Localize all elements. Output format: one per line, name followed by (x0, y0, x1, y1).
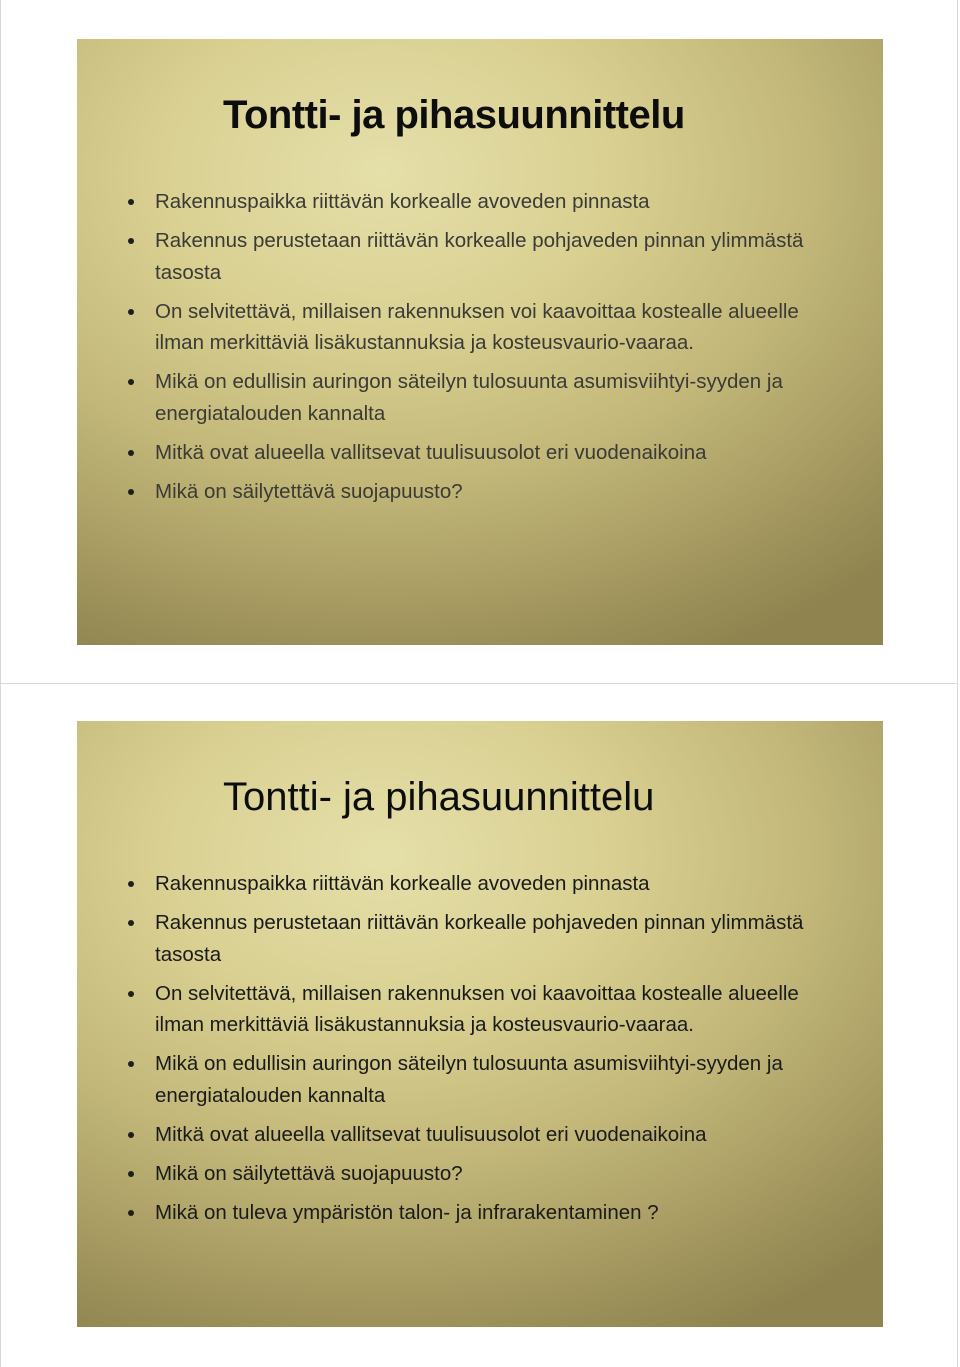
bullet-text: Mikä on tuleva ympäristön talon- ja infrarakentaminen ? (155, 1200, 659, 1224)
bullet-item (155, 476, 845, 508)
bullet-dot-icon (128, 450, 134, 456)
slide-1 (77, 39, 883, 645)
bullet-item (155, 225, 845, 288)
bullet-text: Mitkä ovat alueella vallitsevat tuulisuusolot eri vuodenaikoina (155, 1122, 707, 1146)
bullet-dot-icon (128, 199, 134, 205)
bullet-text: Rakennuspaikka riittävän korkealle avoveden pinnasta (155, 872, 650, 895)
bullet-item (155, 296, 845, 359)
slide-2-bullet-list (155, 868, 845, 1236)
bullet-item (155, 437, 845, 469)
bullet-item (155, 978, 845, 1041)
bullet-item (155, 868, 845, 900)
bullet-dot-icon (128, 1132, 134, 1138)
bullet-text: Rakennuspaikka riittävän korkealle avoveden pinnasta (155, 190, 650, 213)
bullet-text: On selvitettävä, millaisen rakennuksen voi kaavoittaa kostealle alueelle ilman merkittäviä lisäkustannuksia ja kosteusvaurio-vaaraa. (155, 299, 799, 354)
bullet-dot-icon (128, 309, 134, 315)
bullet-item (155, 186, 845, 218)
bullet-text: Mikä on säilytettävä suojapuusto? (155, 479, 463, 503)
bullet-item (155, 907, 845, 970)
bullet-dot-icon (128, 1061, 134, 1067)
slide-1-bullet-list (155, 186, 845, 515)
slide-2-title: Tontti- ja pihasuunnittelu (223, 775, 655, 819)
bullet-item (155, 366, 845, 429)
bullet-dot-icon (128, 379, 134, 385)
bullet-dot-icon (128, 920, 134, 926)
bullet-text: Mikä on säilytettävä suojapuusto? (155, 1161, 463, 1185)
slide-2 (77, 721, 883, 1327)
bullet-item (155, 1197, 845, 1229)
slide-1-title: Tontti- ja pihasuunnittelu (223, 93, 685, 137)
bullet-item (155, 1158, 845, 1190)
bullet-text: On selvitettävä, millaisen rakennuksen voi kaavoittaa kostealle alueelle ilman merkittäviä lisäkustannuksia ja kosteusvaurio-vaaraa. (155, 981, 799, 1036)
bullet-text: Rakennus perustetaan riittävän korkealle pohjaveden pinnan ylimmästä tasosta (155, 229, 804, 284)
bullet-text: Rakennus perustetaan riittävän korkealle pohjaveden pinnan ylimmästä tasosta (155, 911, 804, 966)
bullet-dot-icon (128, 238, 134, 244)
bullet-dot-icon (128, 1171, 134, 1177)
bullet-item (155, 1048, 845, 1111)
bullet-text: Mikä on edullisin auringon säteilyn tulosuunta asumisviihtyi-syyden ja energiatalouden kannalta (155, 1052, 783, 1107)
bullet-dot-icon (128, 1210, 134, 1216)
bullet-dot-icon (128, 489, 134, 495)
bullet-dot-icon (128, 991, 134, 997)
bullet-text: Mitkä ovat alueella vallitsevat tuulisuusolot eri vuodenaikoina (155, 440, 707, 464)
bullet-dot-icon (128, 881, 134, 887)
bullet-item (155, 1119, 845, 1151)
bullet-text: Mikä on edullisin auringon säteilyn tulosuunta asumisviihtyi-syyden ja energiatalouden kannalta (155, 370, 783, 425)
